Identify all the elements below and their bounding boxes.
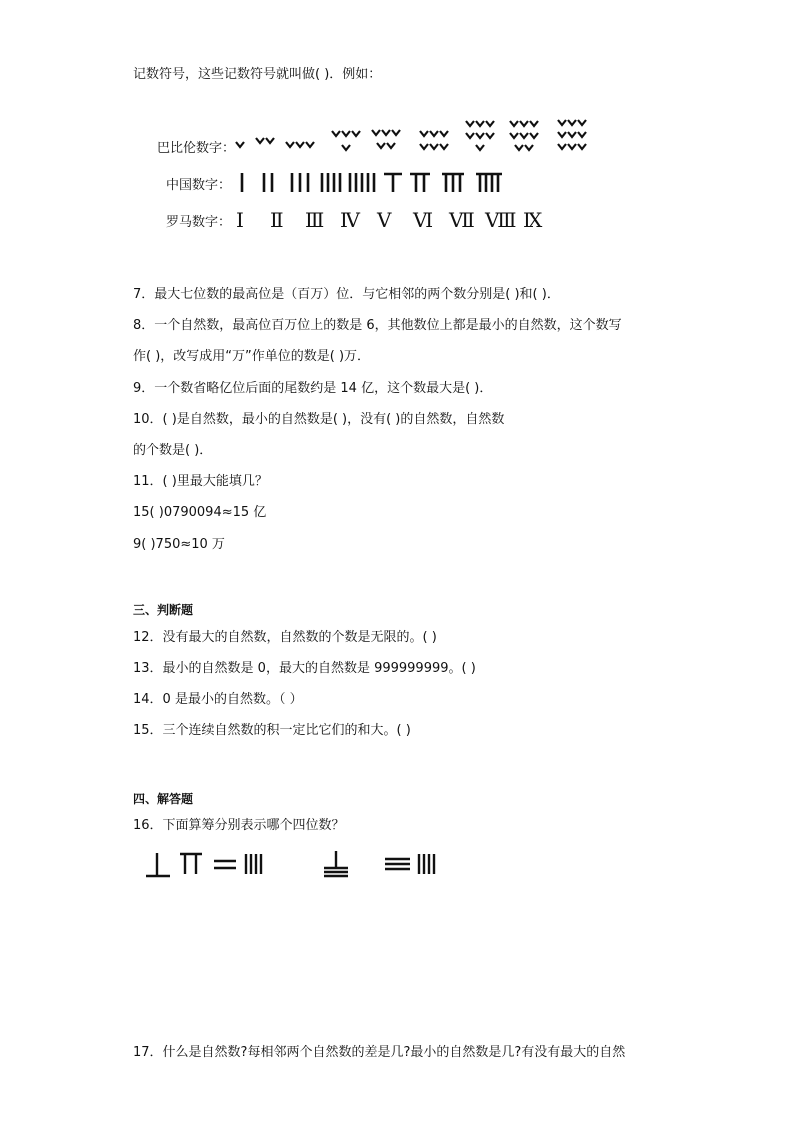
roman-5: Ⅴ xyxy=(377,208,393,232)
roman-2: Ⅱ xyxy=(270,208,285,232)
chinese-glyphs xyxy=(234,170,514,196)
question-17: 17．什么是自然数?每相邻两个自然数的差是几?最小的自然数是几?有没有最大的自然 xyxy=(133,1045,626,1060)
question-11: 11．( )里最大能填几？ xyxy=(133,474,268,489)
roman-row xyxy=(166,211,231,230)
roman-1: Ⅰ xyxy=(236,208,245,232)
roman-3: Ⅲ xyxy=(305,208,326,232)
chinese-row xyxy=(166,174,231,193)
question-10-line1: 10．( )是自然数，最小的自然数是( )，没有( )的自然数，自然数 xyxy=(133,412,505,427)
section-3-title: 三、判断题 xyxy=(133,603,194,617)
babylonian-label: 巴比伦数字： xyxy=(157,141,236,156)
question-15: 15．三个连续自然数的积一定比它们的和大。( ) xyxy=(133,723,411,738)
roman-7: Ⅶ xyxy=(449,208,476,232)
intro-line: 记数符号，这些记数符号就叫做( )．例如： xyxy=(133,67,382,82)
question-16: 16．下面算筹分别表示哪个四位数？ xyxy=(133,818,345,833)
question-11-part-a: 15( )0790094≈15 亿 xyxy=(133,505,267,520)
roman-4: Ⅳ xyxy=(340,208,361,232)
babylonian-row xyxy=(157,137,235,156)
question-12: 12．没有最大的自然数，自然数的个数是无限的。( ) xyxy=(133,630,437,645)
question-10-line2: 的个数是( )． xyxy=(133,443,213,458)
roman-6: Ⅵ xyxy=(413,208,435,232)
question-7: 7．最大七位数的最高位是（百万）位．与它相邻的两个数分别是( )和( )． xyxy=(133,287,560,302)
question-11-part-b: 9( )750≈10 万 xyxy=(133,537,225,552)
roman-8: Ⅷ xyxy=(485,208,518,232)
babylonian-glyphs xyxy=(234,118,604,158)
question-8-line2: 作( )，改写成用“万”作单位的数是( )万． xyxy=(133,349,371,364)
counting-rods-figure xyxy=(140,848,450,882)
question-14: 14．0 是最小的自然数。（ ） xyxy=(133,692,303,707)
question-13: 13．最小的自然数是 0，最大的自然数是 999999999。( ) xyxy=(133,661,476,676)
section-4-title: 四、解答题 xyxy=(133,792,194,806)
question-8-line1: 8．一个自然数，最高位百万位上的数是 6，其他数位上都是最小的自然数，这个数写 xyxy=(133,318,622,333)
roman-9: Ⅸ xyxy=(523,208,544,232)
question-9: 9．一个数省略亿位后面的尾数约是 14 亿，这个数最大是( )． xyxy=(133,381,493,396)
roman-label: 罗马数字： xyxy=(166,215,232,230)
chinese-label: 中国数字： xyxy=(166,178,232,193)
